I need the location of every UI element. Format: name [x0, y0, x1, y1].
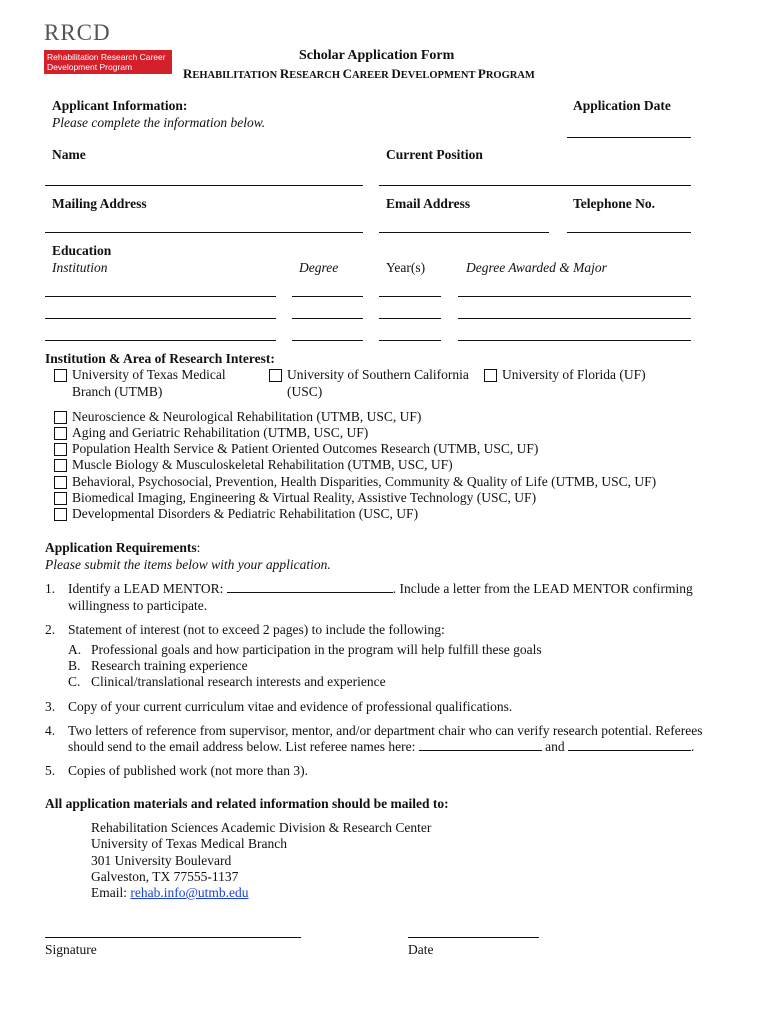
- logo-badge: [44, 50, 172, 74]
- application-date-field[interactable]: [567, 137, 691, 138]
- mailing-line-4: Galveston, TX 77555-1137: [91, 869, 239, 884]
- education-institution-field-2[interactable]: [45, 318, 276, 319]
- email-address-label: Email Address: [386, 196, 471, 211]
- item-2b-text: Research training experience: [91, 658, 248, 673]
- education-heading: Education: [52, 243, 112, 258]
- applicant-heading: Applicant Information:: [52, 98, 188, 113]
- item-2a-letter: A.: [68, 642, 82, 657]
- name-label: Name: [52, 147, 86, 162]
- applicant-instruction: Please complete the information below.: [52, 115, 266, 130]
- education-degree-field-1[interactable]: [292, 296, 363, 297]
- item-2c-text: Clinical/translational research interests and experience: [91, 674, 386, 689]
- years-column-label: Year(s): [386, 260, 426, 275]
- requirements-heading: Application Requirements:: [45, 540, 201, 555]
- area-checkbox-muscle-biology[interactable]: [54, 459, 67, 472]
- area-checkbox-aging[interactable]: [54, 427, 67, 440]
- utmb-label-line-2: Branch (UTMB): [72, 384, 163, 399]
- item-1-text-cont: willingness to participate.: [68, 598, 208, 613]
- usc-label-line-1: University of Southern California: [287, 367, 469, 382]
- mailing-line-2: University of Texas Medical Branch: [91, 836, 288, 851]
- item-4-number: 4.: [45, 723, 56, 738]
- education-years-field-1[interactable]: [379, 296, 441, 297]
- area-label-aging: Aging and Geriatric Rehabilitation (UTMB, USC, UF): [72, 425, 369, 440]
- mailing-email-row: Email: rehab.info@utmb.edu: [91, 885, 249, 900]
- current-position-field[interactable]: [379, 185, 691, 186]
- education-degree-field-3[interactable]: [292, 340, 363, 341]
- email-address-field[interactable]: [379, 232, 549, 233]
- referee-1-field[interactable]: [419, 739, 542, 751]
- logo-line-2: Development Program: [47, 62, 133, 72]
- area-checkbox-developmental[interactable]: [54, 508, 67, 521]
- area-checkbox-population-health[interactable]: [54, 443, 67, 456]
- area-label-muscle-biology: Muscle Biology & Musculoskeletal Rehabilitation (UTMB, USC, UF): [72, 457, 453, 472]
- area-label-behavioral: Behavioral, Psychosocial, Prevention, Health Disparities, Community & Quality of Life (UTMB, USC, UF): [72, 474, 657, 489]
- telephone-label: Telephone No.: [573, 196, 656, 211]
- institution-interest-heading: Institution & Area of Research Interest:: [45, 351, 275, 366]
- item-3-number: 3.: [45, 699, 56, 714]
- form-subtitle: REHABILITATION RESEARCH CAREER DEVELOPMENT PROGRAM: [183, 66, 535, 81]
- usc-label-line-2: (USC): [287, 384, 323, 399]
- item-2c-letter: C.: [68, 674, 81, 689]
- email-link[interactable]: rehab.info@utmb.edu: [130, 885, 249, 900]
- area-checkbox-behavioral[interactable]: [54, 476, 67, 489]
- institution-column-label: Institution: [52, 260, 108, 275]
- name-field[interactable]: [45, 185, 363, 186]
- item-5-text: Copies of published work (not more than 3).: [68, 763, 308, 778]
- logo-acronym: RRCD: [44, 20, 111, 45]
- item-4-text: Two letters of reference from supervisor, mentor, and/or department chair who can verify research potential. Referees: [68, 723, 703, 738]
- signature-date-field[interactable]: [408, 937, 539, 938]
- uf-checkbox[interactable]: [484, 369, 497, 382]
- item-1-text: Identify a LEAD MENTOR: . Include a letter from the LEAD MENTOR confirming: [68, 581, 693, 596]
- area-label-biomedical-imaging: Biomedical Imaging, Engineering & Virtual Reality, Assistive Technology (USC, UF): [72, 490, 537, 505]
- signature-label: Signature: [45, 942, 97, 957]
- mailing-line-3: 301 University Boulevard: [91, 853, 232, 868]
- signature-field[interactable]: [45, 937, 301, 938]
- signature-date-label: Date: [408, 942, 434, 957]
- education-institution-field-1[interactable]: [45, 296, 276, 297]
- telephone-field[interactable]: [567, 232, 691, 233]
- lead-mentor-field[interactable]: [227, 581, 393, 593]
- item-3-text: Copy of your current curriculum vitae and evidence of professional qualifications.: [68, 699, 513, 714]
- requirements-instruction: Please submit the items below with your application.: [45, 557, 331, 572]
- utmb-label-line-1: University of Texas Medical: [72, 367, 226, 382]
- usc-checkbox[interactable]: [269, 369, 282, 382]
- item-5-number: 5.: [45, 763, 56, 778]
- education-awarded-field-1[interactable]: [458, 296, 691, 297]
- degree-column-label: Degree: [299, 260, 339, 275]
- referee-2-field[interactable]: [568, 739, 691, 751]
- form-title: Scholar Application Form: [299, 48, 455, 63]
- item-4-text-cont: should send to the email address below. List referee names here: and .: [68, 739, 695, 754]
- education-years-field-3[interactable]: [379, 340, 441, 341]
- area-label-population-health: Population Health Service & Patient Oriented Outcomes Research (UTMB, USC, UF): [72, 441, 539, 456]
- education-years-field-2[interactable]: [379, 318, 441, 319]
- item-2-text: Statement of interest (not to exceed 2 pages) to include the following:: [68, 622, 445, 637]
- item-2-number: 2.: [45, 622, 56, 637]
- mailing-address-field[interactable]: [45, 232, 363, 233]
- education-awarded-field-3[interactable]: [458, 340, 691, 341]
- mailing-address-label: Mailing Address: [52, 196, 147, 211]
- education-institution-field-3[interactable]: [45, 340, 276, 341]
- mailing-line-1: Rehabilitation Sciences Academic Division & Research Center: [91, 820, 432, 835]
- logo-line-1: Rehabilitation Research Career: [47, 52, 166, 62]
- education-awarded-field-2[interactable]: [458, 318, 691, 319]
- mailing-heading: All application materials and related information should be mailed to:: [45, 796, 449, 811]
- item-1-number: 1.: [45, 581, 56, 596]
- utmb-checkbox[interactable]: [54, 369, 67, 382]
- item-2b-letter: B.: [68, 658, 81, 673]
- application-date-label: Application Date: [573, 98, 671, 113]
- item-2a-text: Professional goals and how participation in the program will help fulfill these goals: [91, 642, 542, 657]
- area-label-developmental: Developmental Disorders & Pediatric Rehabilitation (USC, UF): [72, 506, 419, 521]
- current-position-label: Current Position: [386, 147, 483, 162]
- area-checkbox-neuroscience[interactable]: [54, 411, 67, 424]
- area-label-neuroscience: Neuroscience & Neurological Rehabilitation (UTMB, USC, UF): [72, 409, 422, 424]
- education-degree-field-2[interactable]: [292, 318, 363, 319]
- uf-label: University of Florida (UF): [502, 367, 646, 382]
- area-checkbox-biomedical-imaging[interactable]: [54, 492, 67, 505]
- degree-awarded-column-label: Degree Awarded & Major: [466, 260, 607, 275]
